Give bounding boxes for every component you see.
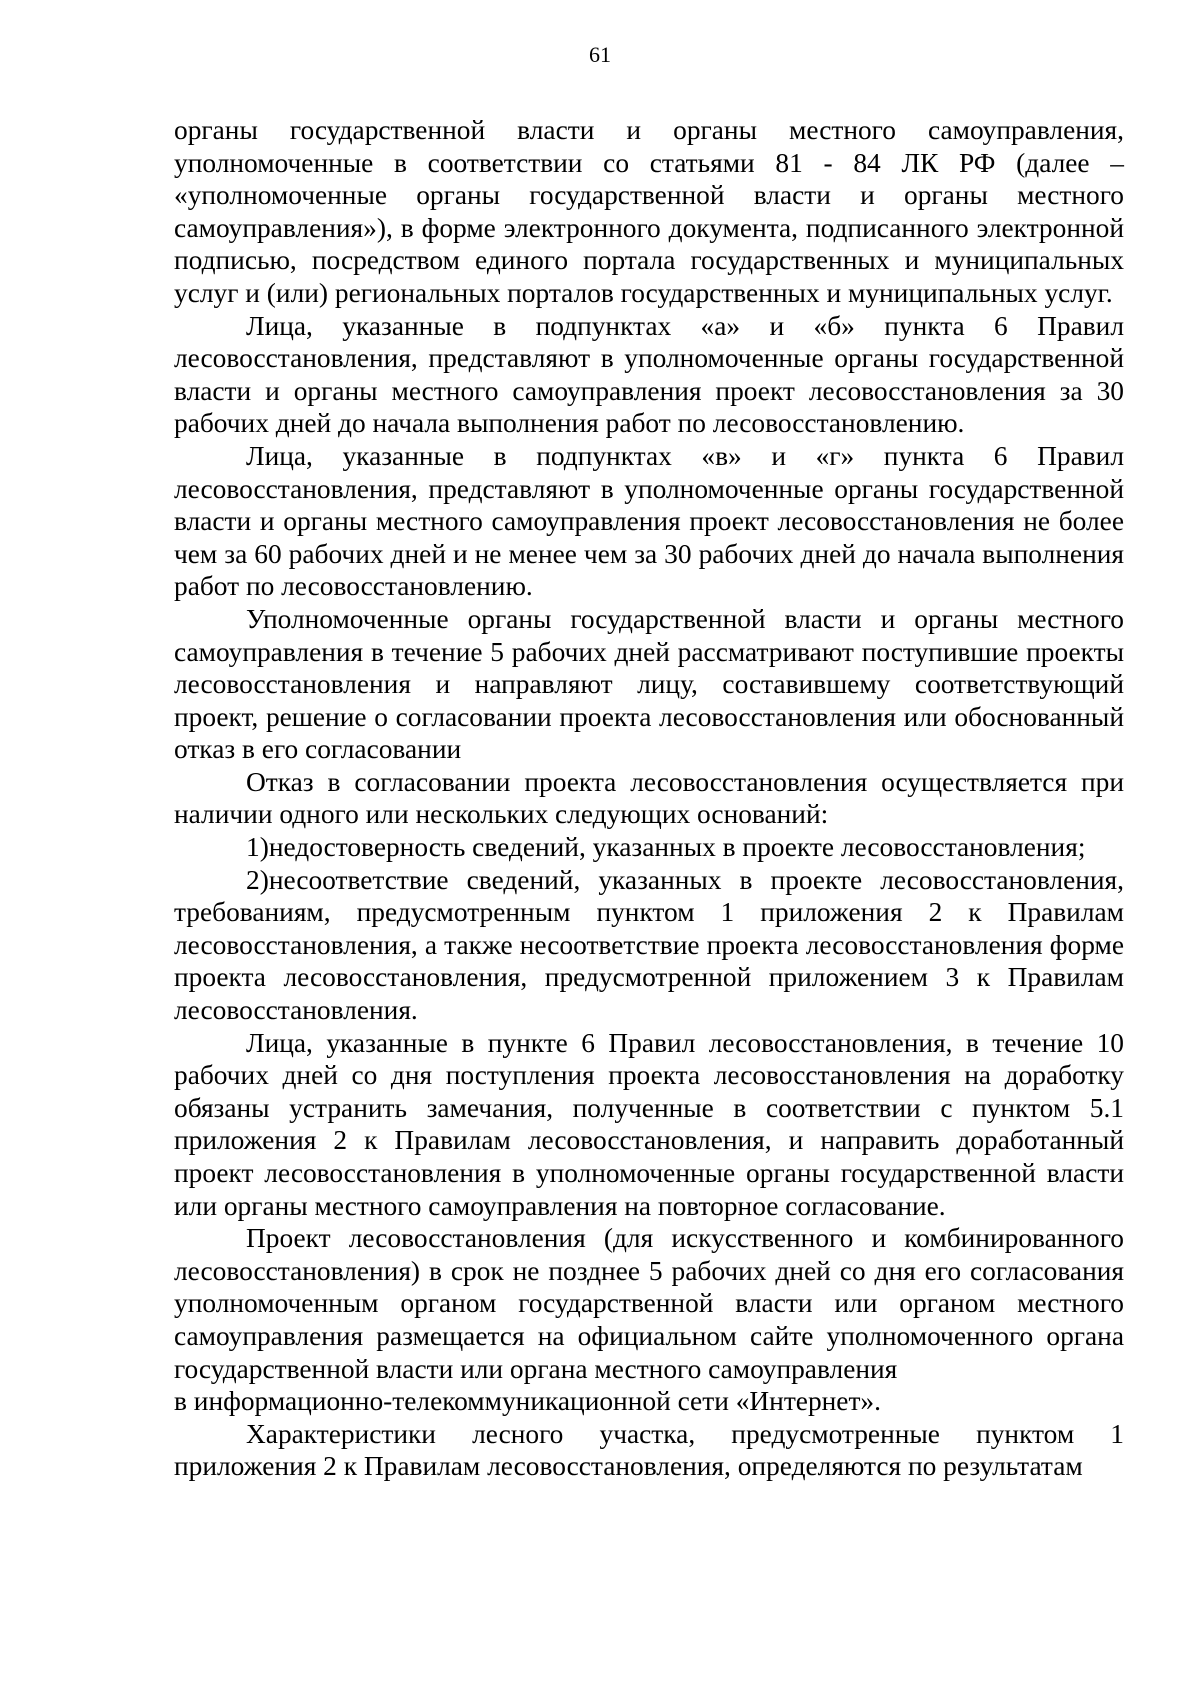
paragraph-publication: Проект лесовосстановления (для искусственного и комбинированного лесовосстановления) в срок не позднее 5 рабочих дней со дня его согласования уполномоченным органом государственной власти или органом местного самоуправления размещается на официальном сайте уполномоченного органа государственной власти или органа местного самоуправления (174, 1223, 1124, 1384)
page-number: 61 (589, 42, 611, 67)
paragraph-revision: Лица, указанные в пункте 6 Правил лесовосстановления, в течение 10 рабочих дней со дня поступления проекта лесовосстановления на доработку обязаны устранить замечания, полученные в соответствии с пунктом 5.1 приложения 2 к Правилам лесовосстановления, и направить доработанный проект лесовосстановления в уполномоченные органы государственной власти или органы местного самоуправления на повторное согласование. (174, 1027, 1124, 1221)
paragraph-ground-1: 1)недостоверность сведений, указанных в проекте лесовосстановления; (246, 832, 1086, 863)
paragraph-plot-characteristics: Характеристики лесного участка, предусмотренные пунктом 1 приложения 2 к Правилам лесовосстановления, определяются по результатам (174, 1418, 1124, 1482)
paragraph-refusal-grounds: Отказ в согласовании проекта лесовосстановления осуществляется при наличии одного или нескольких следующих оснований: (174, 766, 1124, 830)
paragraph-ground-2: 2)несоответствие сведений, указанных в проекте лесовосстановления, требованиям, предусмотренным пунктом 1 приложения 2 к Правилам лесовосстановления, а также несоответствие проекта лесовосстановления форме проекта лесовосстановления, предусмотренной приложением 3 к Правилам лесовосстановления. (174, 864, 1124, 1026)
paragraph-review-period: Уполномоченные органы государственной власти и органы местного самоуправления в течение 5 рабочих дней рассматривают поступившие проекты лесовосстановления и направляют лицу, составившему соответствующий проект, решение о согласовании проекта лесовосстановления или обоснованный отказ в его согласовании (174, 603, 1124, 765)
paragraph-publication-internet: в информационно-телекоммуникационной сети «Интернет». (174, 1386, 881, 1417)
paragraph-persons-v-g: Лица, указанные в подпунктах «в» и «г» пункта 6 Правил лесовосстановления, представляют в уполномоченные органы государственной власти и органы местного самоуправления проект лесовосстановления не более чем за 60 рабочих дней и не менее чем за 30 рабочих дней до начала выполнения работ по лесовосстановлению. (174, 440, 1124, 602)
document-body (174, 114, 1124, 1483)
paragraph-submission-channels: органы государственной власти и органы местного самоуправления, уполномоченные в соответствии со статьями 81 - 84 ЛК РФ (далее – «уполномоченные органы государственной власти и органы местного самоуправления»), в форме электронного документа, подписанного электронной подписью, посредством единого портала государственных и муниципальных услуг и (или) региональных порталов государственных и муниципальных услуг. (174, 115, 1124, 308)
paragraph-persons-a-b: Лица, указанные в подпунктах «а» и «б» пункта 6 Правил лесовосстановления, представляют в уполномоченные органы государственной власти и органы местного самоуправления проект лесовосстановления за 30 рабочих дней до начала выполнения работ по лесовосстановлению. (174, 310, 1124, 439)
